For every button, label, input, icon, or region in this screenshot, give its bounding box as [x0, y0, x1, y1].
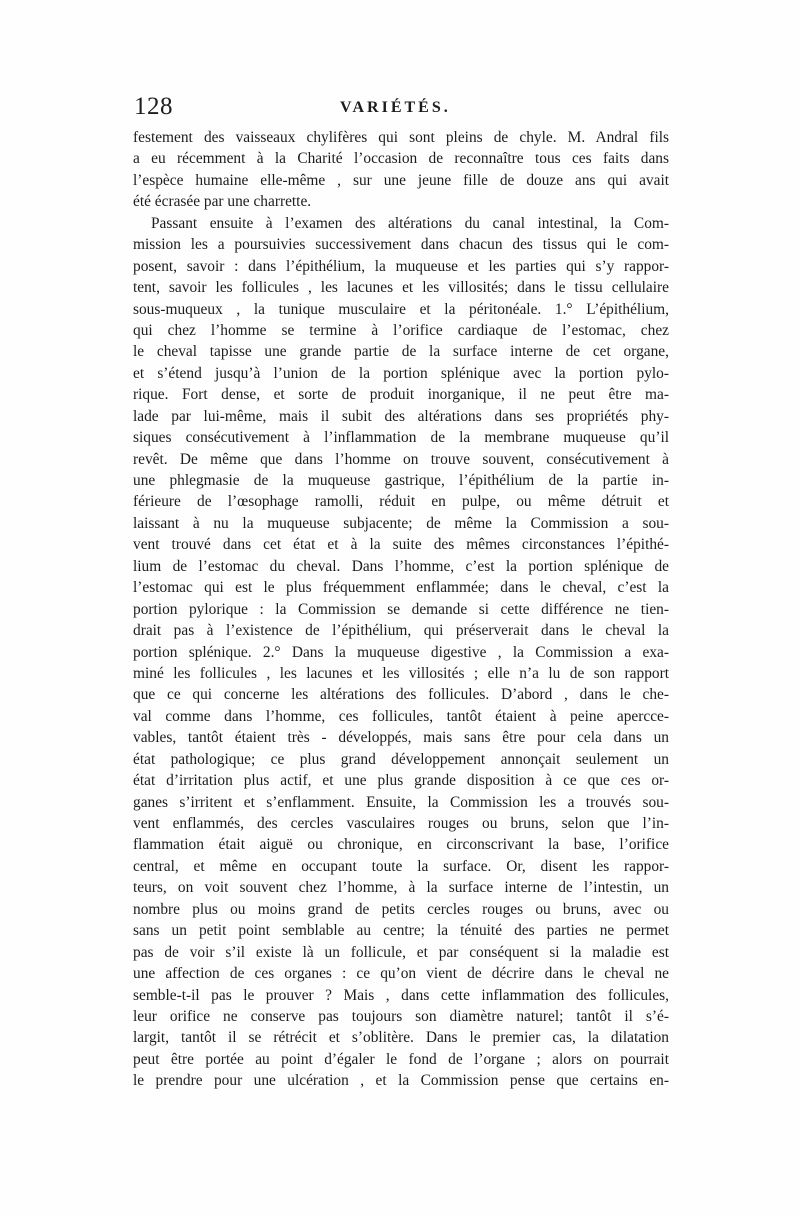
text-line: teurs, on voit souvent chez l’homme, à la surface interne de l’intestin, un [133, 879, 669, 897]
text-line: val comme dans l’homme, ces follicules, tantôt étaient à peine apercce- [133, 707, 669, 725]
text-line: laissant à nu la muqueuse subjacente; de même la Commission a sou- [133, 514, 669, 532]
text-line: drait pas à l’existence de l’épithélium, qui préserverait dans le cheval la [133, 622, 669, 640]
text-line: tent, savoir les follicules , les lacunes et les villosités; dans le tissu cellulaire [133, 279, 669, 297]
text-line: flammation était aiguë ou chronique, en circonscrivant la base, l’orifice [133, 836, 669, 854]
text-line: leur orifice ne conserve pas toujours son diamètre naturel; tantôt il s’é- [133, 1007, 669, 1025]
text-line: ganes s’irritent et s’enflamment. Ensuite, la Commission les a trouvés sou- [133, 793, 669, 811]
text-line: une phlegmasie de la muqueuse gastrique, l’épithélium de la partie in- [133, 472, 669, 489]
running-title: VARIÉTÉS. [340, 99, 451, 116]
text-line: lium de l’estomac du cheval. Dans l’homme, c’est la portion splénique de [133, 557, 669, 575]
text-line: état d’irritation plus actif, et une plus grande disposition à ce que ces or- [133, 772, 669, 790]
text-line: été écrasée par une charrette. [133, 193, 312, 211]
text-line: l’estomac qui est le plus fréquemment enflammée; dans le cheval, c’est la [133, 579, 669, 597]
text-line: rique. Fort dense, et sorte de produit inorganique, il ne peut être ma- [133, 386, 669, 404]
text-line: portion pylorique : la Commission se demande si cette différence ne tien- [133, 600, 669, 618]
text-line: le prendre pour une ulcération , et la Commission pense que certains en- [133, 1072, 669, 1090]
text-line: siques consécutivement à l’inflammation de la membrane muqueuse qu’il [133, 429, 669, 447]
text-line: férieure de l’œsophage ramolli, réduit en pulpe, ou même détruit et [133, 493, 669, 511]
text-line: festement des vaisseaux chylifères qui sont pleins de chyle. M. Andral fils [133, 129, 669, 146]
text-line: état pathologique; ce plus grand développement annonçait seulement un [133, 750, 669, 768]
text-line: central, et même en occupant toute la surface. Or, disent les rappor- [133, 857, 669, 875]
text-line: mission les a poursuivies successivement dans chacun des tissus qui le com- [133, 236, 669, 254]
text-line: et s’étend jusqu’à l’union de la portion splénique avec la portion pylo- [133, 364, 669, 382]
text-line: sous-muqueux , la tunique musculaire et la péritonéale. 1.° L’épithélium, [133, 300, 669, 318]
text-line: a eu récemment à la Charité l’occasion de reconnaître tous ces faits dans [133, 150, 669, 168]
text-line: le cheval tapisse une grande partie de la surface interne de cet organe, [133, 343, 669, 361]
text-line: semble-t-il pas le prouver ? Mais , dans cette inflammation des follicules, [133, 986, 669, 1004]
text-line: lade par lui-même, mais il subit des altérations dans ses propriétés phy- [133, 407, 669, 425]
page-number: 128 [134, 93, 173, 120]
text-line: peut être portée au point d’égaler le fond de l’organe ; alors on pourrait [133, 1050, 669, 1068]
running-head [134, 92, 669, 122]
text-line: portion splénique. 2.° Dans la muqueuse digestive , la Commission a exa- [133, 643, 669, 661]
text-line: revêt. De même que dans l’homme on trouve souvent, consécutivement à [133, 450, 669, 468]
text-line: vables, tantôt étaient très - développés, mais sans être pour cela dans un [133, 729, 669, 747]
text-line: que ce qui concerne les altérations des follicules. D’abord , dans le che- [133, 686, 669, 704]
text-line: l’espèce humaine elle-même , sur une jeune fille de douze ans qui avait [133, 171, 669, 189]
text-line: vent enflammés, des cercles vasculaires rouges ou bruns, selon que l’in- [133, 815, 669, 832]
text-line: une affection de ces organes : ce qu’on vient de décrire dans le cheval ne [133, 965, 669, 983]
text-line: Passant ensuite à l’examen des altérations du canal intestinal, la Com- [151, 214, 669, 232]
text-line: miné les follicules , les lacunes et les villosités ; elle n’a lu de son rapport [133, 664, 669, 682]
text-line: qui chez l’homme se termine à l’orifice cardiaque de l’estomac, chez [133, 321, 669, 339]
text-line: pas de voir s’il existe là un follicule, et par conséquent si la maladie est [133, 943, 669, 961]
text-line: nombre plus ou moins grand de petits cercles rouges ou bruns, avec ou [133, 900, 669, 918]
text-line: posent, savoir : dans l’épithélium, la muqueuse et les parties qui s’y rappor- [133, 257, 669, 275]
text-line: vent trouvé dans cet état et à la suite des mêmes circonstances l’épithé- [133, 536, 669, 554]
text-line: sans un petit point semblable au centre; la ténuité des parties ne permet [133, 922, 669, 940]
body-text [133, 127, 669, 1092]
text-line: largit, tantôt il se rétrécit et s’oblitère. Dans le premier cas, la dilatation [133, 1029, 669, 1047]
